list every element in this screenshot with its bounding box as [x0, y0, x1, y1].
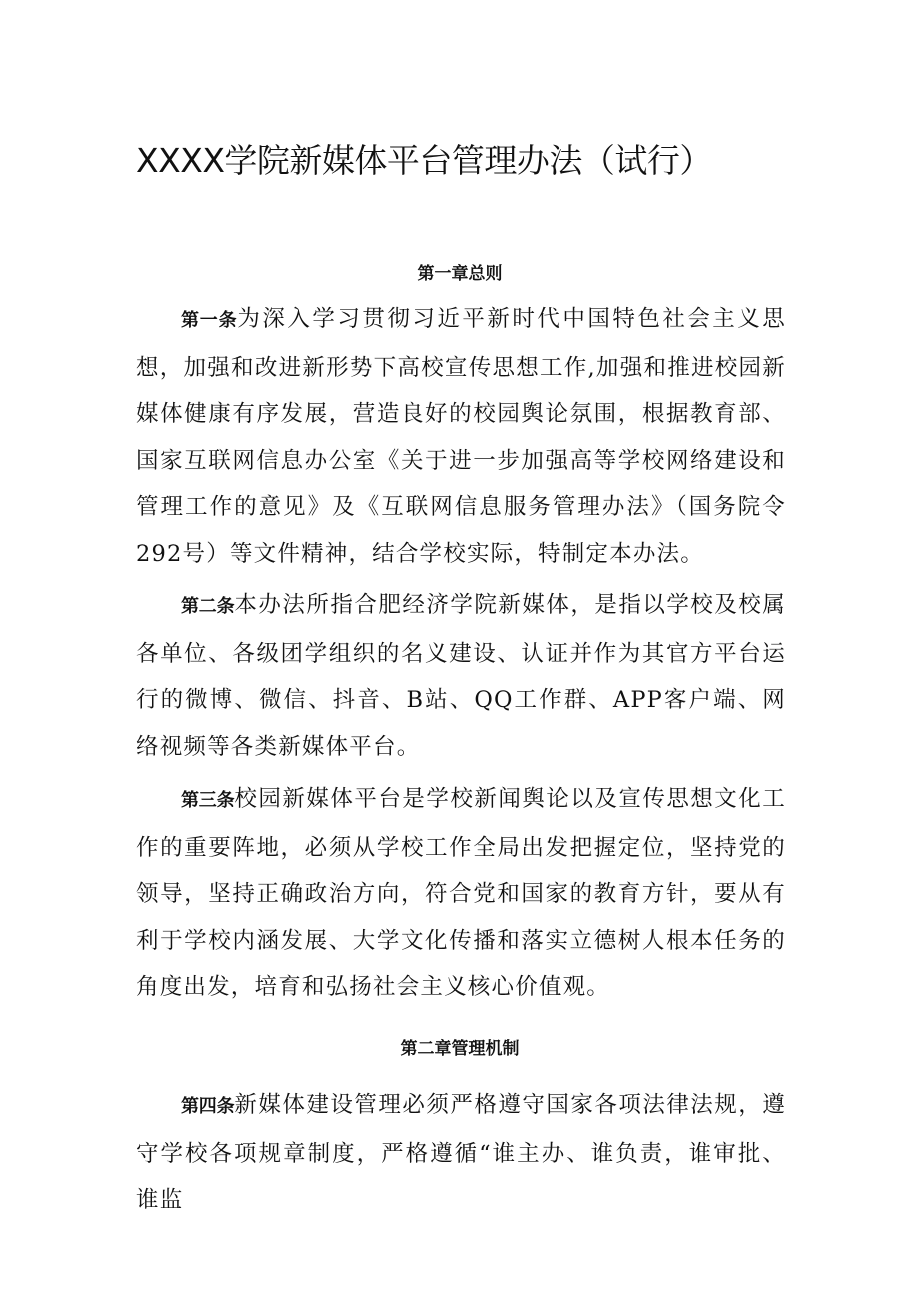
article-1-label: 第一条 — [181, 310, 238, 331]
article-4 — [136, 1082, 786, 1224]
document-title: XXXX学院新媒体平台管理办法（试行） — [136, 141, 712, 180]
chapter-heading-2: 第二章管理机制 — [400, 1039, 520, 1059]
article-4-label: 第四条 — [181, 1096, 235, 1117]
article-1-text: 为深入学习贯彻习近平新时代中国特色社会主义思想，加强和改进新形势下高校宣传思想工作,加强和推进校园新媒体健康有序发展，营造良好的校园舆论氛围，根据教育部、国家互联网信息办公室《关于进一步加强高等学校网络建设和管理工作的意见》及《互联网信息服务管理办法》（国务院令292号）等文件精神，结合学校实际，特制定本办法。 — [136, 306, 786, 567]
article-2 — [136, 582, 786, 770]
article-3-text: 校园新媒体平台是学校新闻舆论以及宣传思想文化工作的重要阵地，必须从学校工作全局出发把握定位，坚持党的领导，坚持正确政治方向，符合党和国家的教育方针，要从有利于学校内涵发展、大学文化传播和落实立德树人根本任务的角度出发，培育和弘扬社会主义核心价值观。 — [136, 786, 786, 1000]
article-4-text: 新媒体建设管理必须严格遵守国家各项法律法规，遵守学校各项规章制度，严格遵循“谁主办、谁负责，谁审批、谁监 — [136, 1092, 786, 1213]
chapter-heading-1: 第一章总则 — [417, 264, 503, 284]
article-1 — [136, 296, 786, 577]
article-3 — [136, 776, 786, 1011]
article-2-label: 第二条 — [181, 596, 235, 617]
article-2-text: 本办法所指合肥经济学院新媒体，是指以学校及校属各单位、各级团学组织的名义建设、认证并作为其官方平台运行的微博、微信、抖音、B站、QQ工作群、APP客户端、网络视频等各类新媒体平台。 — [136, 592, 786, 760]
article-3-label: 第三条 — [181, 790, 235, 811]
